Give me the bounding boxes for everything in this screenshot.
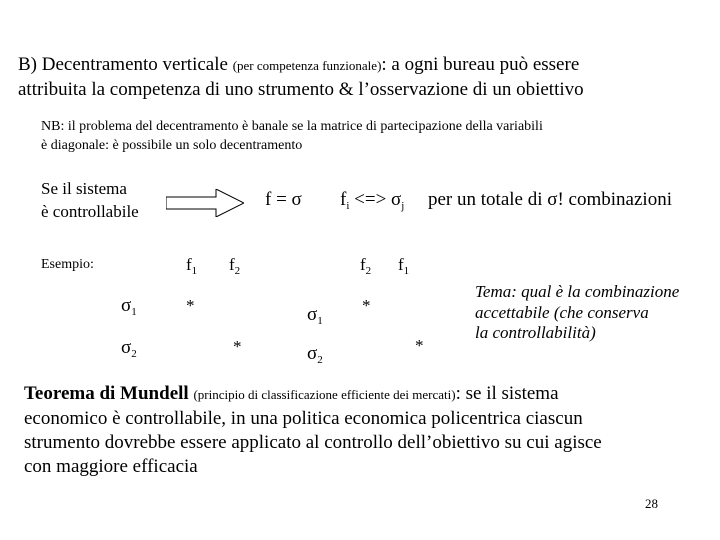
right-col-1: $f_2$ — [360, 255, 372, 277]
theorem-title: Teorema di Mundell — [24, 383, 189, 404]
left-mark-2: * — [233, 337, 242, 356]
tema-line-3: la controllabilità) — [475, 323, 596, 342]
theorem-line-4: con maggiore efficacia — [24, 456, 198, 477]
right-row-1: $\sigma_1$ — [307, 304, 323, 327]
nb-line-1: NB: il problema del decentramento è banale se la matrice di partecipazione della variabili — [41, 119, 543, 134]
theorem-line-1 — [24, 383, 559, 405]
tema-line-2: accettabile (che conserva — [475, 303, 649, 322]
left-row-2: $\sigma_2$ — [121, 337, 137, 360]
heading-line-2: attribuita la competenza di uno strumento & l’osservazione di un obiettivo — [18, 79, 584, 100]
right-mark-2: * — [415, 336, 424, 355]
theorem-line-2: economico è controllabile, in una politica economica policentrica ciascun — [24, 408, 583, 429]
left-col-2: $f_2$ — [229, 255, 241, 277]
heading-line-1 — [18, 54, 579, 76]
tema-line-1: Tema: qual è la combinazione — [475, 282, 680, 301]
pairing-f: f — [340, 189, 347, 210]
left-row-1: $\sigma_1$ — [121, 295, 137, 318]
pairing-f-sub: i — [346, 200, 350, 212]
pairing-sigma-sub: j — [401, 200, 405, 212]
theorem-rest: : se il sistema — [455, 383, 559, 404]
theorem-paren: (principio di classificazione efficiente dei mercati) — [193, 387, 456, 402]
right-mark-1: * — [362, 296, 371, 315]
page-number: 28 — [645, 496, 658, 511]
heading-main: B) Decentramento verticale — [18, 54, 228, 75]
pairing-op: <=> σ — [349, 189, 402, 210]
heading-rest: : a ogni bureau può essere — [381, 54, 580, 75]
heading-paren: (per competenza funzionale) — [232, 58, 382, 73]
right-row-2: $\sigma_2$ — [307, 343, 323, 366]
equation: f = σ — [265, 189, 302, 210]
right-arrow-icon — [166, 189, 244, 217]
theorem-line-3: strumento dovrebbe essere applicato al controllo dell’obiettivo su cui agisce — [24, 432, 602, 453]
left-mark-1: * — [186, 296, 195, 315]
condition-line-1: Se il sistema — [41, 179, 127, 198]
right-col-2: $f_1$ — [398, 255, 410, 277]
left-col-1: $f_1$ — [186, 255, 198, 277]
example-label: Esempio: — [41, 257, 94, 272]
nb-line-2: è diagonale: è possibile un solo decentramento — [41, 138, 303, 153]
pairing — [340, 189, 404, 211]
condition-line-2: è controllabile — [41, 202, 139, 221]
total-combinations: per un totale di σ! combinazioni — [428, 189, 672, 210]
